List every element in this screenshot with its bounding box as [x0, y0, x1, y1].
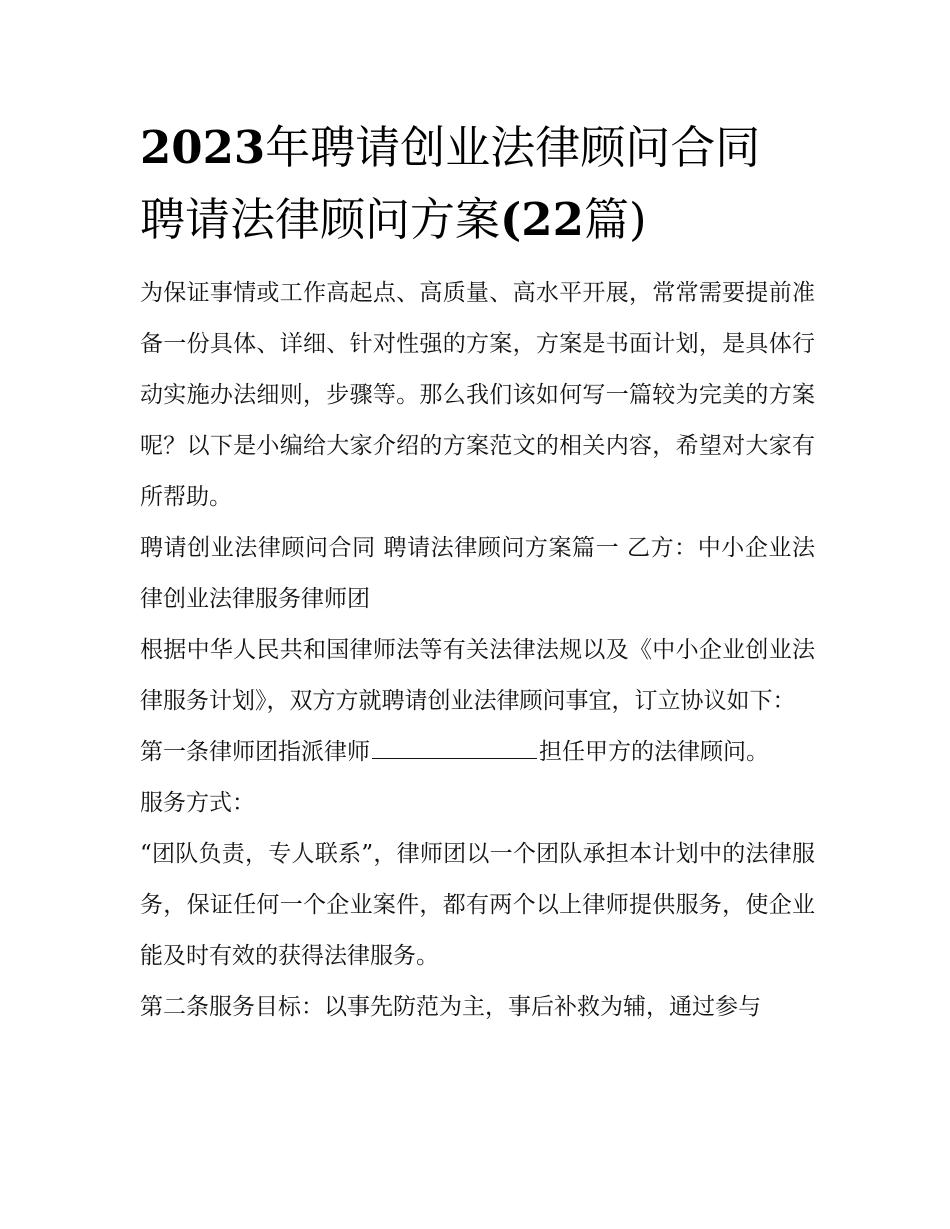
service-mode-paragraph: “团队负责，专人联系”，律师团以一个团队承担本计划中的法律服务，保证任何一个企业案件，都有两个以上律师提供服务，使企业能及时有效的获得法律服务。 [140, 841, 815, 969]
intro-paragraph: 为保证事情或工作高起点、高质量、高水平开展，常常需要提前准备一份具体、详细、针对性强的方案，方案是书面计划，是具体行动实施办法细则，步骤等。那么我们该如何写一篇较为完美的方案呢？以下是小编给大家介绍的方案范文的相关内容，希望对大家有所帮助。 [140, 280, 815, 510]
basis-paragraph: 根据中华人民共和国律师法等有关法律法规以及《中小企业创业法律服务计划》，双方方就聘请创业法律顾问事宜，订立协议如下： [140, 637, 815, 714]
title-count: (22 [500, 193, 584, 246]
title-line1-text: 年聘请创业法律顾问合同 [265, 121, 761, 174]
document-page [140, 0, 815, 1033]
document-body [140, 268, 815, 1033]
article-one-prefix: 第一条律师团指派律师 [140, 739, 370, 765]
title-line2-text: 聘请法律顾问方案 [140, 193, 501, 246]
title-year: 2023 [140, 121, 266, 174]
title-line2-suffix: 篇) [583, 193, 647, 246]
lawyer-name-blank [372, 757, 537, 759]
article-two-paragraph: 第二条服务目标：以事先防范为主，事后补救为辅，通过参与 [140, 994, 761, 1020]
service-mode-label: 服务方式： [140, 790, 255, 816]
section-heading-paragraph: 聘请创业法律顾问合同 聘请法律顾问方案篇一 乙方：中小企业法律创业法律服务律师团 [140, 535, 815, 612]
article-one-paragraph [140, 727, 815, 778]
article-one-suffix: 担任甲方的法律顾问。 [539, 739, 769, 765]
document-title [140, 0, 815, 256]
